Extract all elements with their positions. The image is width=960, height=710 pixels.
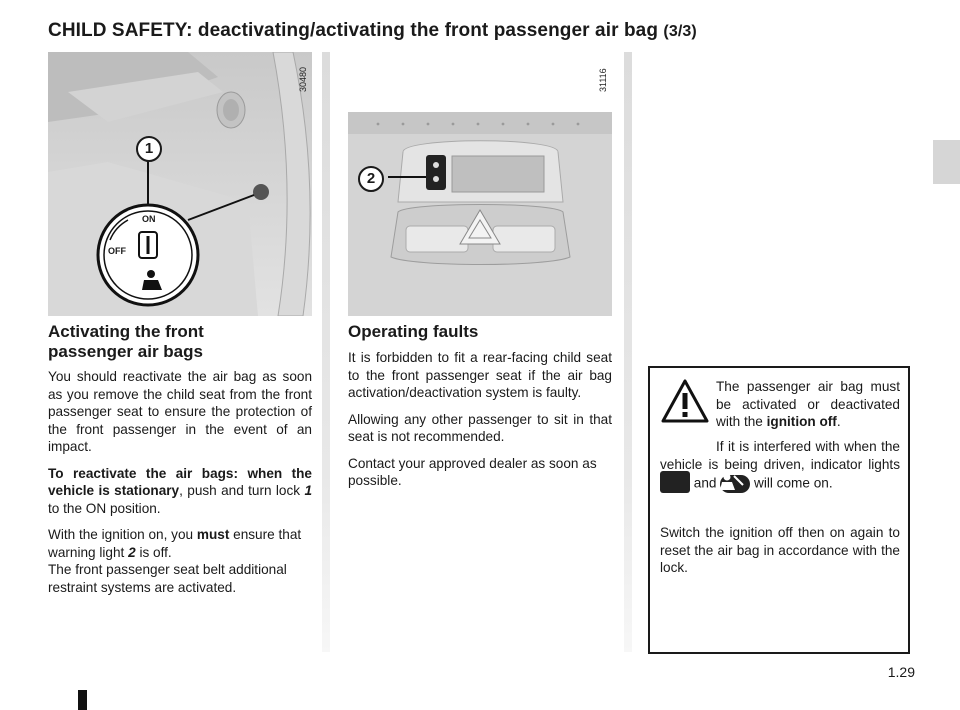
figure-warning-light (348, 52, 612, 316)
section-tab (933, 140, 960, 184)
heading-activating: Activating the front passenger air bags (48, 322, 204, 361)
column-divider-right (624, 52, 632, 652)
page-title (48, 20, 697, 42)
middle-text-column (348, 349, 612, 499)
left-p2-text-b: to the ON position. (48, 500, 161, 516)
left-p3-text-d: The front passenger seat belt additional restraint systems are activated. (48, 562, 287, 595)
middle-paragraph-2: Allowing any other passenger to sit in that seat is not recommended. (348, 411, 612, 444)
title-text: CHILD SAFETY: deactivating/activating the front passenger air bag (48, 20, 659, 41)
left-p3-light-number: 2 (128, 544, 136, 560)
left-p3-text-b: ensure that warning light (48, 527, 302, 560)
page-number: 1.29 (887, 664, 915, 680)
left-paragraph-2 (48, 465, 312, 518)
warning-p2-text-a: If it is interfered with when the vehicle is being driven, indicator lights (660, 439, 900, 472)
lock-label-on: ON (142, 214, 156, 224)
left-p2-bold: To reactivate the air bags: when the vehicle is stationary (48, 465, 312, 498)
edge-marker (78, 690, 87, 710)
title-part-count: (3/3) (663, 23, 697, 40)
warning-p1-text-a: The passenger air bag must be activated or deactivated with the (716, 379, 900, 429)
warning-p1-text-b: . (836, 414, 841, 429)
middle-paragraph-1: It is forbidden to fit a rear-facing child seat to the front passenger seat if the air bag activation/deactivation system is faulty. (348, 350, 612, 400)
warning-paragraph-3: Switch the ignition off then on again to reset the air bag in accordance with the lock. (660, 525, 900, 575)
callout-1: 1 (136, 136, 162, 162)
figure-number-left: 30480 (298, 66, 308, 92)
warning-triangle-icon (660, 378, 710, 424)
dashboard-illustration (48, 52, 312, 316)
figure-number-right: 31116 (598, 68, 608, 92)
warning-paragraph-2 (660, 438, 900, 495)
overhead-panel-illustration (348, 52, 612, 316)
middle-paragraph-3: Contact your approved dealer as soon as possible. (348, 455, 597, 488)
lock-label-off: OFF (108, 246, 126, 256)
left-paragraph-3 (48, 526, 312, 596)
warning-box (648, 366, 910, 654)
left-p3-text-a: With the ignition on, you (48, 527, 197, 542)
heading-operating-faults: Operating faults (348, 322, 479, 341)
left-p3-bold: must (196, 527, 230, 542)
column-divider-left (322, 52, 330, 652)
left-p2-text-a: , push and turn lock (179, 483, 305, 498)
left-text-column (48, 368, 312, 605)
left-p3-text-c: is off. (135, 544, 172, 560)
left-p2-lock-number: 1 (304, 483, 312, 498)
callout-2: 2 (358, 166, 384, 192)
warning-paragraph-1 (716, 378, 900, 431)
figure-airbag-lock (48, 52, 312, 316)
airbag-off-indicator-icon (660, 471, 690, 493)
left-paragraph-1: You should reactivate the air bag as soon as you remove the child seat from the front passenger seat to ensure the protection of the front passenger in the event of an impact. (48, 369, 312, 454)
warning-p2-and: and (693, 475, 717, 491)
warning-p1-bold: ignition off (766, 414, 837, 429)
warning-p2-text-b: will come on. (754, 475, 833, 491)
